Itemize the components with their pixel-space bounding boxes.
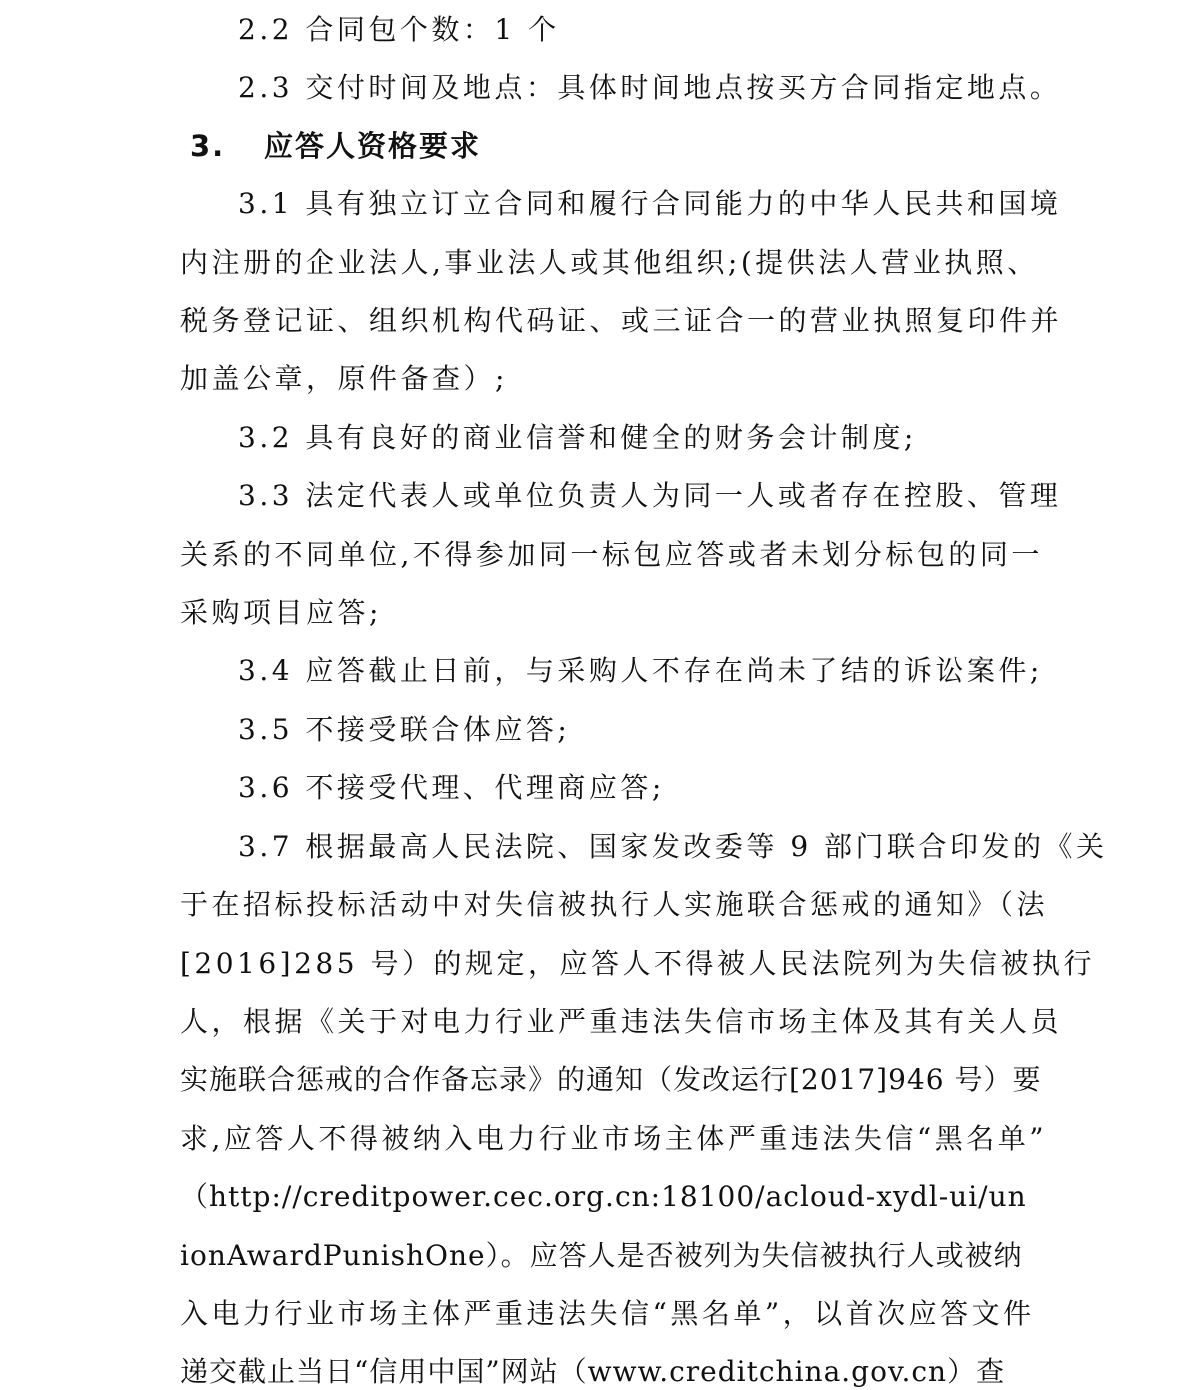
text-line: 3.4 应答截止日前，与采购人不存在尚未了结的诉讼案件; (238, 654, 1043, 687)
text-line: 2.3 交付时间及地点：具体时间地点按买方合同指定地点。 (238, 71, 1062, 104)
text-line: 人，根据《关于对电力行业严重违法失信市场主体及其有关人员 (180, 1005, 1063, 1038)
section-title: 应答人资格要求 (264, 129, 482, 163)
url-text-line: （http://creditpower.cec.org.cn:18100/acloud-xydl-ui/un (180, 1180, 1027, 1213)
text-line: [2016]285 号）的规定，应答人不得被人民法院列为失信被执行 (180, 947, 1095, 980)
text-line: 内注册的企业法人,事业法人或其他组织;(提供法人营业执照、 (180, 246, 1039, 279)
text-line: 于在招标投标活动中对失信被执行人实施联合惩戒的通知》（法 (180, 888, 1049, 921)
section-number: 3. (190, 129, 226, 163)
text-line: 3.5 不接受联合体应答; (238, 713, 571, 746)
text-line: 采购项目应答; (180, 596, 382, 629)
text-line: 关系的不同单位,不得参加同一标包应答或者未划分标包的同一 (180, 538, 1043, 571)
text-line: 3.3 法定代表人或单位负责人为同一人或者存在控股、管理 (238, 479, 1062, 512)
text-line: 加盖公章，原件备查）; (180, 362, 508, 395)
text-line: 求,应答人不得被纳入电力行业市场主体严重违法失信“黑名单” (180, 1122, 1048, 1155)
text-line: 3.7 根据最高人民法院、国家发改委等 9 部门联合印发的《关 (238, 830, 1108, 863)
text-line: 递交截止当日“信用中国”网站（www.creditchina.gov.cn）查 (180, 1355, 1006, 1388)
text-line: 3.2 具有良好的商业信誉和健全的财务会计制度; (238, 421, 917, 454)
text-line: 3.1 具有独立订立合同和履行合同能力的中华人民共和国境 (238, 187, 1062, 220)
text-line: 3.6 不接受代理、代理商应答; (238, 771, 665, 804)
text-line: 2.2 合同包个数：1 个 (238, 13, 560, 46)
section-heading (190, 128, 481, 164)
text-line: 税务登记证、组织机构代码证、或三证合一的营业执照复印件并 (180, 304, 1063, 337)
text-line: 入电力行业市场主体严重违法失信“黑名单”，以首次应答文件 (180, 1297, 1035, 1330)
text-line: 实施联合惩戒的合作备忘录》的通知（发改运行[2017]946 号）要 (180, 1063, 1042, 1096)
text-line: ionAwardPunishOne）。应答人是否被列为失信被执行人或被纳 (180, 1239, 1023, 1272)
